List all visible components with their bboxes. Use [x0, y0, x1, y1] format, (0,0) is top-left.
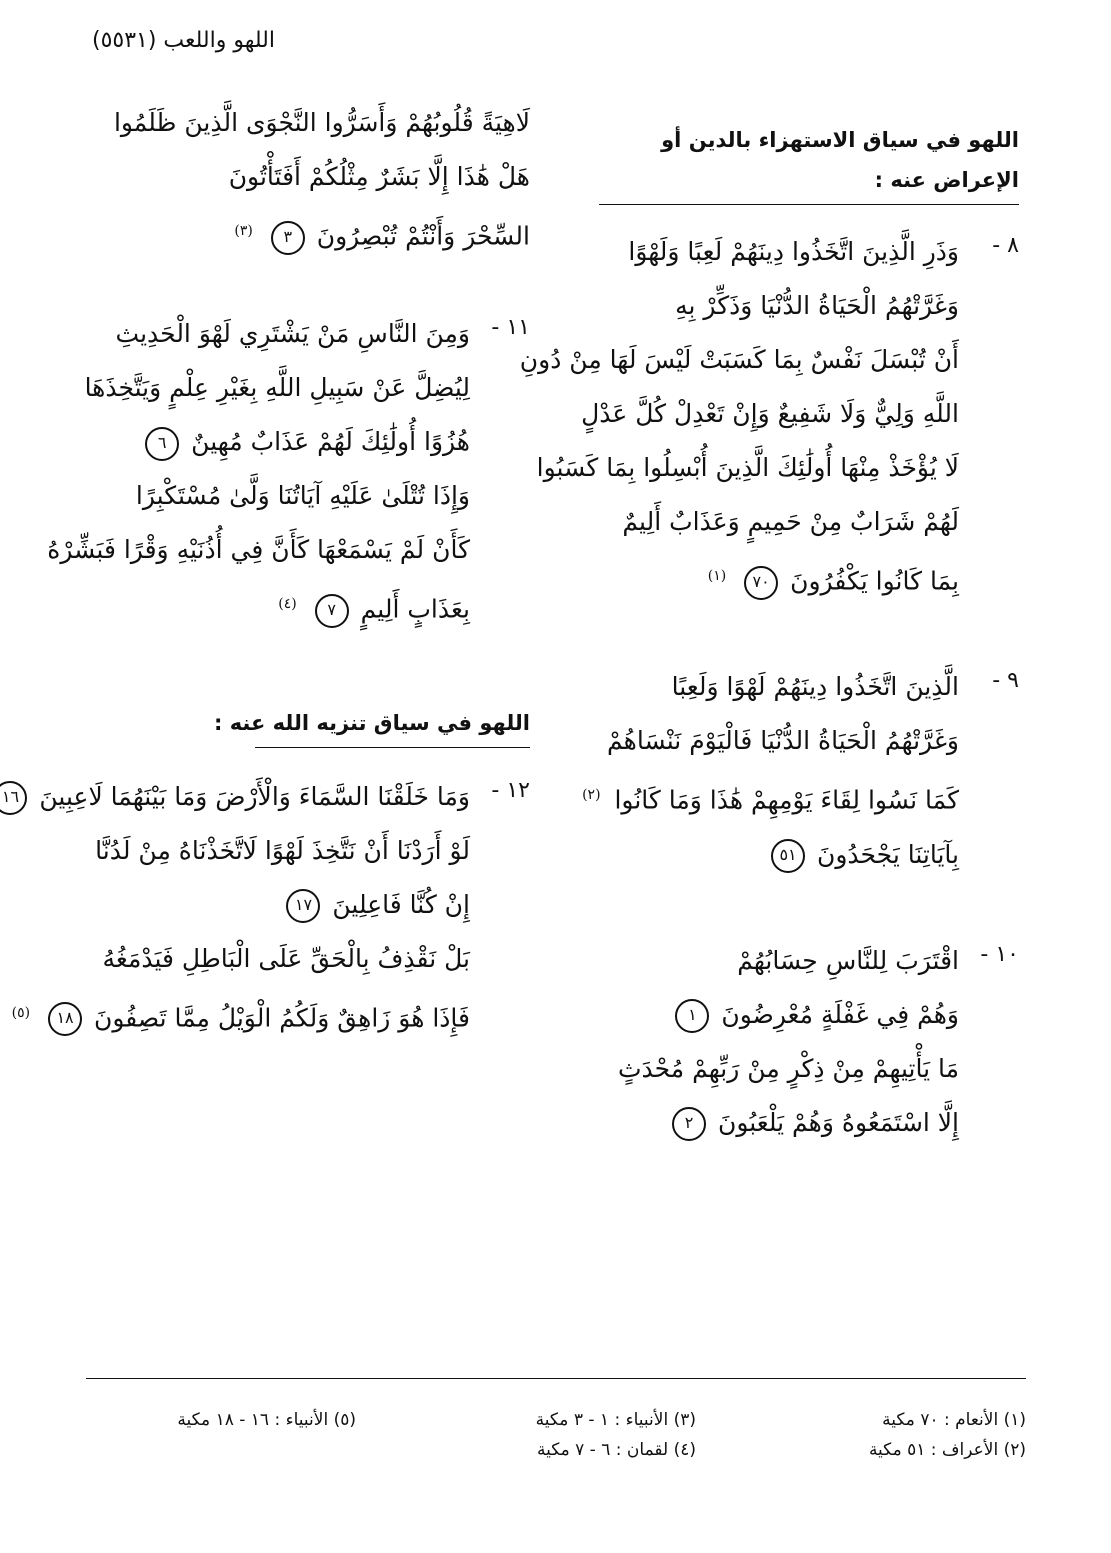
footnote-ref: (٥) [11, 1004, 31, 1021]
entry-number: ١١ - [491, 315, 530, 341]
footnote-item: (٥) الأنبياء : ١٦ - ١٨ مكية [177, 1410, 356, 1430]
verse-line: وَإِذَا تُتْلَىٰ عَلَيْهِ آيَاتُنَا وَلَّىٰ مُسْتَكْبِرًا [135, 481, 470, 511]
entry-11 [47, 307, 530, 636]
ayah-marker: ٦ [145, 427, 179, 461]
verse-line [70, 415, 470, 469]
verse-line: وَمِنَ النَّاسِ مَنْ يَشْتَرِي لَهْوَ الْحَدِيثِ [115, 319, 470, 349]
verse-text: وَهُمْ فِي غَفْلَةٍ مُعْرِضُونَ [721, 999, 959, 1029]
verse-line: هَلْ هَٰذَا إِلَّا بَشَرٌ مِثْلُكُمْ أَفَتَأْتُونَ [228, 162, 530, 191]
heading-underline [599, 204, 1019, 205]
ayah-marker: ١٨ [48, 1002, 82, 1036]
section-heading-mockery: اللهو في سياق الاستهزاء بالدين أو الإعراض عنه : [661, 128, 1019, 192]
section-heading-transcendence: اللهو في سياق تنزيه الله عنه : [213, 710, 530, 735]
ayah-marker: ٧٠ [744, 566, 778, 600]
verse-line: وَغَرَّتْهُمُ الْحَيَاةُ الدُّنْيَا وَذَكِّرْ بِهِ [675, 291, 959, 320]
verse-line: كَأَنْ لَمْ يَسْمَعْهَا كَأَنَّ فِي أُذُنَيْهِ وَقْرًا فَبَشِّرْهُ [47, 535, 470, 565]
verse-line: لَوْ أَرَدْنَا أَنْ نَتَّخِذَ لَهْوًا لَاتَّخَذْنَاهُ مِنْ لَدُنَّا [95, 835, 470, 865]
verse-text: بِمَا كَانُوا يَكْفُرُونَ [790, 566, 959, 596]
footnote-item: (٢) الأعراف : ٥١ مكية [868, 1440, 1026, 1460]
verse-line [579, 828, 959, 882]
footnote-item: (١) الأنعام : ٧٠ مكية [882, 1410, 1026, 1430]
heading-underline [255, 747, 530, 748]
verse-line [1, 770, 470, 824]
left-column [1, 96, 530, 1045]
verse-text: إِلَّا اسْتَمَعُوهُ وَهُمْ يَلْعَبُونَ [717, 1107, 959, 1137]
footnote-ref: (٣) [234, 223, 253, 239]
verse-line [70, 204, 530, 263]
footnote-ref: (٤) [278, 596, 297, 613]
verse-line [11, 986, 470, 1045]
entry-8 [519, 225, 1019, 608]
verse-text: كَمَا نَسُوا لِقَاءَ يَوْمِهِمْ هَٰذَا وَمَا كَانُوا [614, 785, 959, 815]
verse-text: فَإِذَا هُوَ زَاهِقٌ وَلَكُمُ الْوَيْلُ مِمَّا تَصِفُونَ [93, 1002, 470, 1032]
section-heading-block [70, 703, 530, 748]
verse-text: السِّحْرَ وَأَنْتُمْ تُبْصِرُونَ [316, 221, 530, 251]
verse-line [579, 988, 959, 1042]
entry-10 [579, 934, 1019, 1150]
verse-line: لَا يُؤْخَذْ مِنْهَا أُولَٰئِكَ الَّذِينَ أُبْسِلُوا بِمَا كَسَبُوا [536, 453, 959, 482]
verse-line [70, 577, 470, 636]
footnote-column [536, 1405, 696, 1465]
ayah-marker: ١ [675, 999, 709, 1033]
footnote-ref: (٢) [582, 787, 601, 804]
verse-text: بِعَذَابٍ أَلِيمٍ [360, 594, 470, 624]
entry-number: ٩ - [992, 668, 1019, 694]
footnote-column [869, 1405, 1026, 1465]
ayah-marker: ٧ [315, 594, 349, 628]
footnote-item: (٣) الأنبياء : ١ - ٣ مكية [535, 1410, 696, 1430]
verse-text: هُزُوًا أُولَٰئِكَ لَهُمْ عَذَابٌ مُهِينٌ [191, 427, 470, 457]
verse-line: اقْتَرَبَ لِلنَّاسِ حِسَابُهُمْ [737, 945, 959, 975]
verse-text: بِآيَاتِنَا يَجْحَدُونَ [816, 839, 959, 869]
entry-12 [1, 770, 530, 1045]
verse-line: اللَّهِ وَلِيٌّ وَلَا شَفِيعٌ وَإِنْ تَعْدِلْ كُلَّ عَدْلٍ [581, 399, 959, 428]
verse-line: أَنْ تُبْسَلَ نَفْسٌ بِمَا كَسَبَتْ لَيْسَ لَهَا مِنْ دُونِ [519, 345, 959, 374]
verse-line [579, 1096, 959, 1150]
right-column [519, 120, 1019, 1150]
ayah-marker: ٥١ [771, 839, 805, 873]
entry-number: ٨ - [992, 233, 1019, 258]
entry-number: ١٠ - [980, 941, 1019, 967]
verse-line [579, 549, 959, 608]
ayah-marker: ١٦ [0, 781, 27, 815]
verse-line: الَّذِينَ اتَّخَذُوا دِينَهُمْ لَهْوًا وَلَعِبًا [671, 672, 959, 702]
ayah-marker: ١٧ [286, 889, 320, 923]
ayah-marker: ٢ [672, 1107, 706, 1141]
entry-10-continuation [70, 96, 530, 263]
verse-line: وَغَرَّتْهُمُ الْحَيَاةُ الدُّنْيَا فَالْيَوْمَ نَنْسَاهُمْ [607, 726, 959, 756]
entry-number: ١٢ - [491, 777, 530, 803]
verse-line: لِيُضِلَّ عَنْ سَبِيلِ اللَّهِ بِغَيْرِ عِلْمٍ وَيَتَّخِذَهَا [84, 373, 470, 403]
verse-line [70, 878, 470, 932]
footnotes [86, 1405, 1026, 1475]
verse-line: مَا يَأْتِيهِمْ مِنْ ذِكْرٍ مِنْ رَبِّهِمْ مُحْدَثٍ [618, 1053, 959, 1083]
footnote-ref: (١) [707, 568, 727, 584]
verse-text: إِنْ كُنَّا فَاعِلِينَ [332, 889, 470, 919]
verse-line: وَذَرِ الَّذِينَ اتَّخَذُوا دِينَهُمْ لَعِبًا وَلَهْوًا [628, 237, 959, 266]
ayah-marker: ٣ [271, 221, 305, 255]
verse-line: بَلْ نَقْذِفُ بِالْحَقِّ عَلَى الْبَاطِلِ فَيَدْمَغُهُ [102, 943, 470, 973]
verse-line: لَاهِيَةً قُلُوبُهُمْ وَأَسَرُّوا النَّجْوَى الَّذِينَ ظَلَمُوا [113, 108, 530, 137]
entry-9 [579, 660, 1019, 881]
verse-line [579, 768, 959, 827]
running-header: اللهو واللعب (٥٥٣١) [92, 28, 275, 53]
verse-line: لَهُمْ شَرَابٌ مِنْ حَمِيمٍ وَعَذَابٌ أَلِيمٌ [622, 507, 959, 536]
verse-text: وَمَا خَلَقْنَا السَّمَاءَ وَالْأَرْضَ وَمَا بَيْنَهُمَا لَاعِبِينَ [39, 781, 470, 811]
footnote-separator [86, 1378, 1026, 1379]
footnote-item: (٤) لقمان : ٦ - ٧ مكية [536, 1440, 696, 1460]
footnote-column [177, 1405, 356, 1435]
